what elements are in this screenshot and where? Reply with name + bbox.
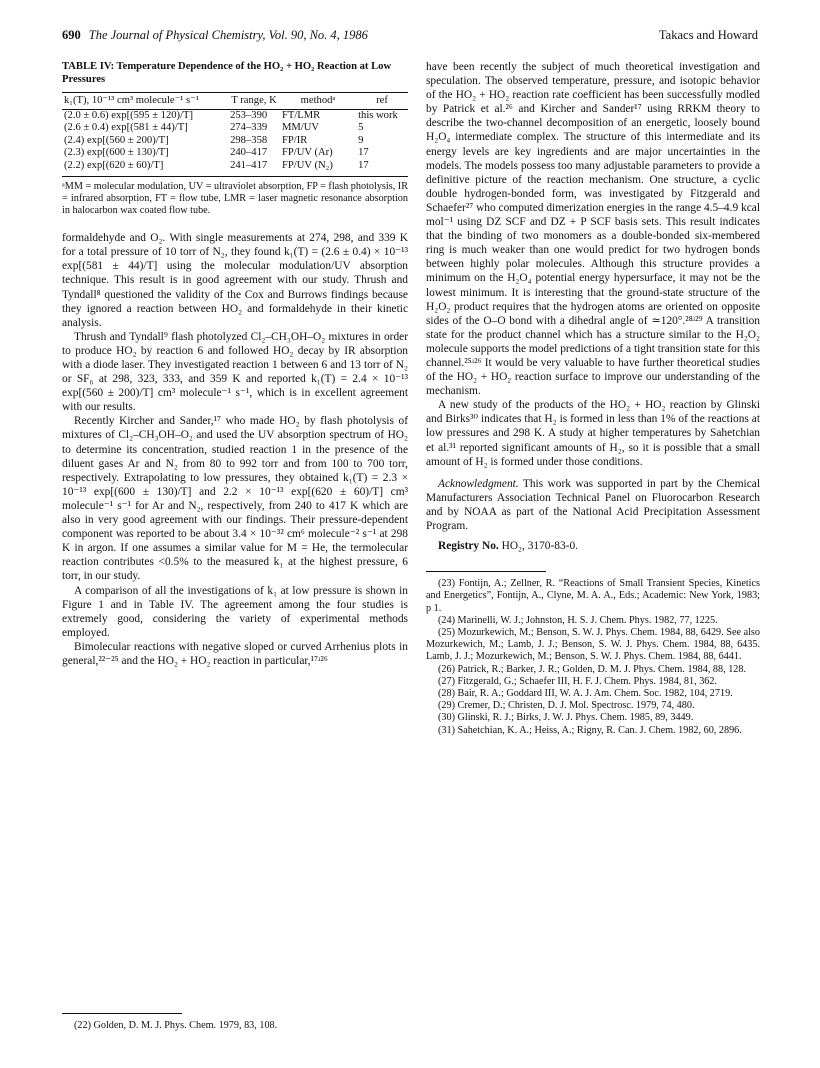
body-paragraph: have been recently the subject of much theoretical investigation and speculation. The observed temperature, pressure, and isotopic behavior of the HO₂ + HO₂ reaction rate coefficient has been successfully modled by Patrick et al.²⁶ and Kircher and Sander¹⁷ using RRKM theory to describe the two-channel decomposition of an energetic, loosely bound H₂O₄ intermediate complex. The structure of this intermediate and its energy levels are key ingredients and are major uncertainties in the models. The models possess too many adjustable parameters to provide a definitive picture of the reaction mechanism. One structure, a cyclic double hydrogen-bonded form, was investigated by Fitzgerald and Schaefer²⁷ who computed dimerization energies in the range 4.5–4.9 kcal mol⁻¹ using DZ SCF and DZ + P SCF basis sets. This result indicates that the binding of two monomers as a double-bonded six-membered ring is much weaker than one would predict for two hydrogen bonds between highly polar molecules. Although this structure provides a minimum on the H₂O₄ potential energy hypersurface, it may not be the lowest minimum. It is interesting that the ground-state structure of the H₂O₂ product requires that the hydrogen atoms are oriented on opposite sides of the O–O bond with a dihedral angle of ≃120°.²⁸ʴ²⁹ A transition state for the product channel which has a structure similar to the H₂O₂ molecule supports the model predictions of a tight transition state for this channel.²⁵ʴ²⁶ It would be very valuable to have further theoretical studies of the HO₂ + HO₂ reaction surface to improve our understanding of the mechanism. [426,61,760,398]
acknowledgment [426,477,760,533]
table-cell: 253–390 [230,109,268,121]
running-header [62,28,758,46]
footnote-rule [426,571,546,572]
table-cell: MM/UV [281,122,320,134]
table-cell: 17 [358,147,369,159]
reference-item: (24) Marinelli, W. J.; Johnston, H. S. J. Chem. Phys. 1982, 77, 1225. [438,614,718,626]
table-cell: 9 [358,134,364,146]
body-paragraph: A comparison of all the investigations of k₁ at low pressure is shown in Figure 1 and in Table IV. The agreement among the four studies is extremely good, considering the variety of experimental methods employed. [62,584,408,639]
journal-citation: The Journal of Physical Chemistry, Vol. 90, No. 4, 1986 [88,28,368,42]
reference-item: (28) Bair, R. A.; Goddard III, W. A. J. Am. Chem. Soc. 1982, 104, 2719. [438,688,733,700]
reference-item: (25) Mozurkewich, M.; Benson, S. W. J. Phys. Chem. 1984, 88, 6429. See also Mozurkewich, M.; Lamb, J. J.; Benson, S. W. J. Phys. Chem. 1984, 88, 6435. Lamb, J. J.; Mozurkewich, M.; Benson, S. W. J. Phys. Chem. 1984, 88, 6441. [426,627,760,663]
page-number: 690 [62,28,81,42]
body-paragraph: Thrush and Tyndall⁹ flash photolyzed Cl₂–CH₃OH–O₂ mixtures in order to produce HO₂ by reaction 6 and followed HO₂ decay by IR absorption with a diode laser. They investigated reaction 1 between 6 and 13 torr of N₂ or SF₆ at 298, 323, 333, and 359 K and reported k₁(T) = 2.4 × 10⁻¹³ exp[(560 ± 200)/T] cm³ molecule⁻¹ s⁻¹, which is in excellent agreement with our results. [62,330,408,414]
table-cell: 298–358 [230,134,268,146]
table-cell: FT/LMR [281,109,321,121]
table-cell: (2.3) exp[(600 ± 130)/T] [64,147,169,159]
reference-item: (27) Fitzgerald, G.; Schaefer III, H. F. J. Chem. Phys. 1984, 81, 362. [438,675,718,687]
footnote-rule [62,1013,182,1014]
table-cell: (2.4) exp[(560 ± 200)/T] [64,134,169,146]
column-header-method: methodᵃ [280,93,356,110]
table-cell: 5 [358,122,364,134]
table-cell: FP/IR [281,134,308,146]
table-cell: FP/UV (N₂) [280,160,356,176]
table-cell: 274–339 [230,122,268,134]
registry-text: HO₂, 3170-83-0. [498,540,579,553]
reference-item: (22) Golden, D. M. J. Phys. Chem. 1979, 83, 108. [74,1020,278,1031]
table-cell: this work [358,109,398,121]
rate-table [62,92,408,177]
table-row [62,147,408,160]
table-row [62,160,408,176]
column-header-k1: k₁(T), 10⁻¹³ cm³ molecule⁻¹ s⁻¹ [62,93,228,110]
left-column [62,60,408,668]
reference-item: (23) Fontijn, A.; Zellner, R. “Reactions of Small Transient Species, Kinetics and Energetics”, Fontijn, A., Clyne, M. A. A., Eds.; Academic: New York, 1983; p 1. [426,578,760,614]
right-column [426,60,760,737]
body-paragraph: formaldehyde and O₂. With single measurements at 274, 298, and 339 K for a total pressure of 10 torr of N₂, they found k₁(T) = (2.6 ± 0.4) × 10⁻¹³ exp[(581 ± 44)/T] using the molecular modulation/UV absorption technique. This result is in good agreement with our study. Thrush and Tyndall⁸ questioned the validity of the Cox and Burrows findings because they ignored a reaction between HO₂ and formaldehyde in their kinetic analysis. [62,232,408,329]
running-authors: Takacs and Howard [658,28,758,42]
table-cell: 240–417 [230,147,268,159]
reference-item: (29) Cremer, D.; Christen, D. J. Mol. Spectrosc. 1979, 74, 480. [438,700,695,712]
column-header-t-range: T range, K [228,93,280,110]
table-cell: (2.6 ± 0.4) exp[(581 ± 44)/T] [64,122,188,134]
reference-item: (26) Patrick, R.; Barker, J. R.; Golden, D. M. J. Phys. Chem. 1984, 88, 128. [438,663,747,675]
left-footnotes [62,1013,408,1032]
body-paragraph: Recently Kircher and Sander,¹⁷ who made HO₂ by flash photolysis of mixtures of Cl₂–CH₃OH–O₂ and used the UV absorption spectrum of HO₂ to determine its concentration, studied reaction 1 in the presence of the diluent gases Ar and N₂ from 80 to 992 torr and from 100 to 700 torr, respectively. Extrapolating to low pressures, they obtained k₁(T) = 2.3 × 10⁻¹³ exp[(600 ± 130)/T] and 2.2 × 10⁻¹³ exp[(620 ± 60)/T] cm³ molecule⁻¹ s⁻¹ for Ar and N₂, respectively, from 240 to 417 K which are also in very good agreement with our findings. Their pressure-dependent component was reported to be about 3.4 × 10⁻³² cm⁶ molecule⁻² s⁻¹ at 298 K in argon. If one assumes a similar value for M = He, the termolecular reaction contributes <0.5% to the measured k₁ at the highest pressure, 6 torr, in our study. [62,415,408,583]
registry-label: Registry No. [438,540,499,553]
table-cell: (2.0 ± 0.6) exp[(595 ± 120)/T] [64,109,194,121]
table-cell: 17 [356,160,408,176]
column-header-ref: ref [356,93,408,110]
table-cell: FP/UV (Ar) [281,147,333,159]
table-cell: 241–417 [228,160,280,176]
table-row [62,109,408,122]
acknowledgment-text: This work was supported in part by the Chemical Manufacturers Association Technical Panel on Fluorocarbon Research and by NOAA as part of the National Acid Precipitation Assessment Program. [426,477,760,532]
body-paragraph: A new study of the products of the HO₂ + HO₂ reaction by Glinski and Birks³⁰ indicates that H₂ is formed in less than 1% of the reactions at low pressures and 298 K. A study at higher temperatures by Sahetchian et al.³¹ reported significant amounts of H₂, so it is possible that a small amount of H₂ is formed under those conditions. [426,399,760,468]
registry-number [426,539,760,553]
table-row [62,135,408,148]
table-title: TABLE IV: Temperature Dependence of the HO₂ + HO₂ Reaction at Low Pressures [62,61,392,85]
table-row [62,122,408,135]
table-cell: (2.2) exp[(620 ± 60)/T] [62,160,228,176]
acknowledgment-heading: Acknowledgment. [438,477,519,490]
body-paragraph: Bimolecular reactions with negative sloped or curved Arrhenius plots in general,²²⁻²⁵ and the HO₂ + HO₂ reaction in particular,¹⁷ʴ²⁶ [62,640,408,667]
reference-item: (30) Glinski, R. J.; Birks, J. W. J. Phys. Chem. 1985, 89, 3449. [438,712,694,724]
table-footnote: ᵃMM = molecular modulation, UV = ultraviolet absorption, FP = flash photolysis, IR = infrared absorption, FT = flow tube, LMR = laser magnetic resonance absorption in halocarbon wax coated flow tube. [62,180,408,216]
reference-item: (31) Sahetchian, K. A.; Heiss, A.; Rigny, R. Can. J. Chem. 1982, 60, 2896. [438,724,742,736]
right-footnotes [426,571,760,737]
